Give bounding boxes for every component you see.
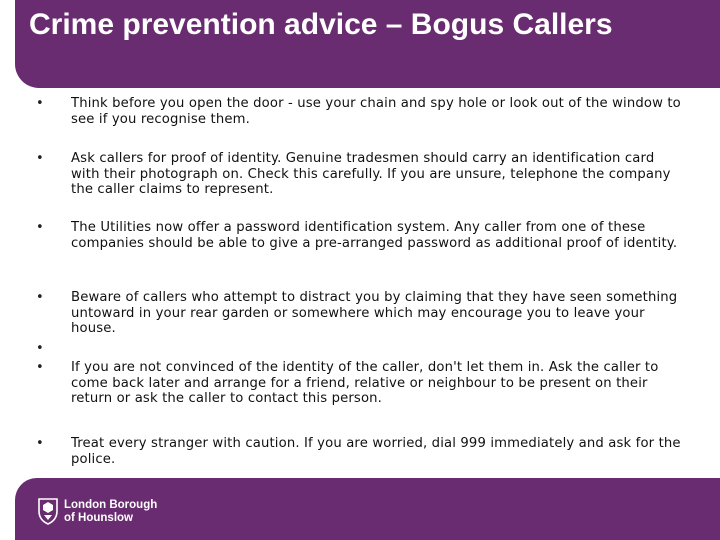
borough-logo	[37, 497, 157, 527]
bullet-text: If you are not convinced of the identity of the caller, don't let them in. Ask the caller to come back later and arrange for a friend, relative or neighbour to be present on their return or ask the caller to contact this person.	[71, 360, 659, 407]
bullet-text: Beware of callers who attempt to distract you by claiming that they have seen something untoward in your rear garden or somewhere which may encourage you to leave your house.	[71, 290, 678, 337]
bullet-marker: •	[36, 341, 44, 356]
bullet-text: Treat every stranger with caution. If you are worried, dial 999 immediately and ask for the police.	[71, 436, 681, 467]
bullet-marker: •	[36, 151, 44, 166]
logo-line-2: of Hounslow	[64, 512, 133, 524]
bullet-marker: •	[36, 96, 44, 111]
bullet-text: Think before you open the door - use your chain and spy hole or look out of the window to see if you recognise them.	[71, 96, 681, 127]
bullet-marker: •	[36, 360, 44, 375]
borough-name	[64, 499, 157, 525]
footer-bar	[15, 478, 720, 540]
borough-crest-icon	[37, 497, 59, 525]
bullet-text: Ask callers for proof of identity. Genuine tradesmen should carry an identification card with their photograph on. Check this carefully. If you are unsure, telephone the company the caller claims to represent.	[71, 151, 671, 198]
bullet-marker: •	[36, 290, 44, 305]
bullet-marker: •	[36, 220, 44, 235]
page-title: Crime prevention advice – Bogus Callers	[29, 8, 613, 41]
bullet-text: The Utilities now offer a password identification system. Any caller from one of these companies should be able to give a pre-arranged password as additional proof of identity.	[71, 220, 678, 251]
title-bar	[15, 0, 720, 88]
bullet-marker: •	[36, 436, 44, 451]
logo-line-1: London Borough	[64, 499, 158, 511]
